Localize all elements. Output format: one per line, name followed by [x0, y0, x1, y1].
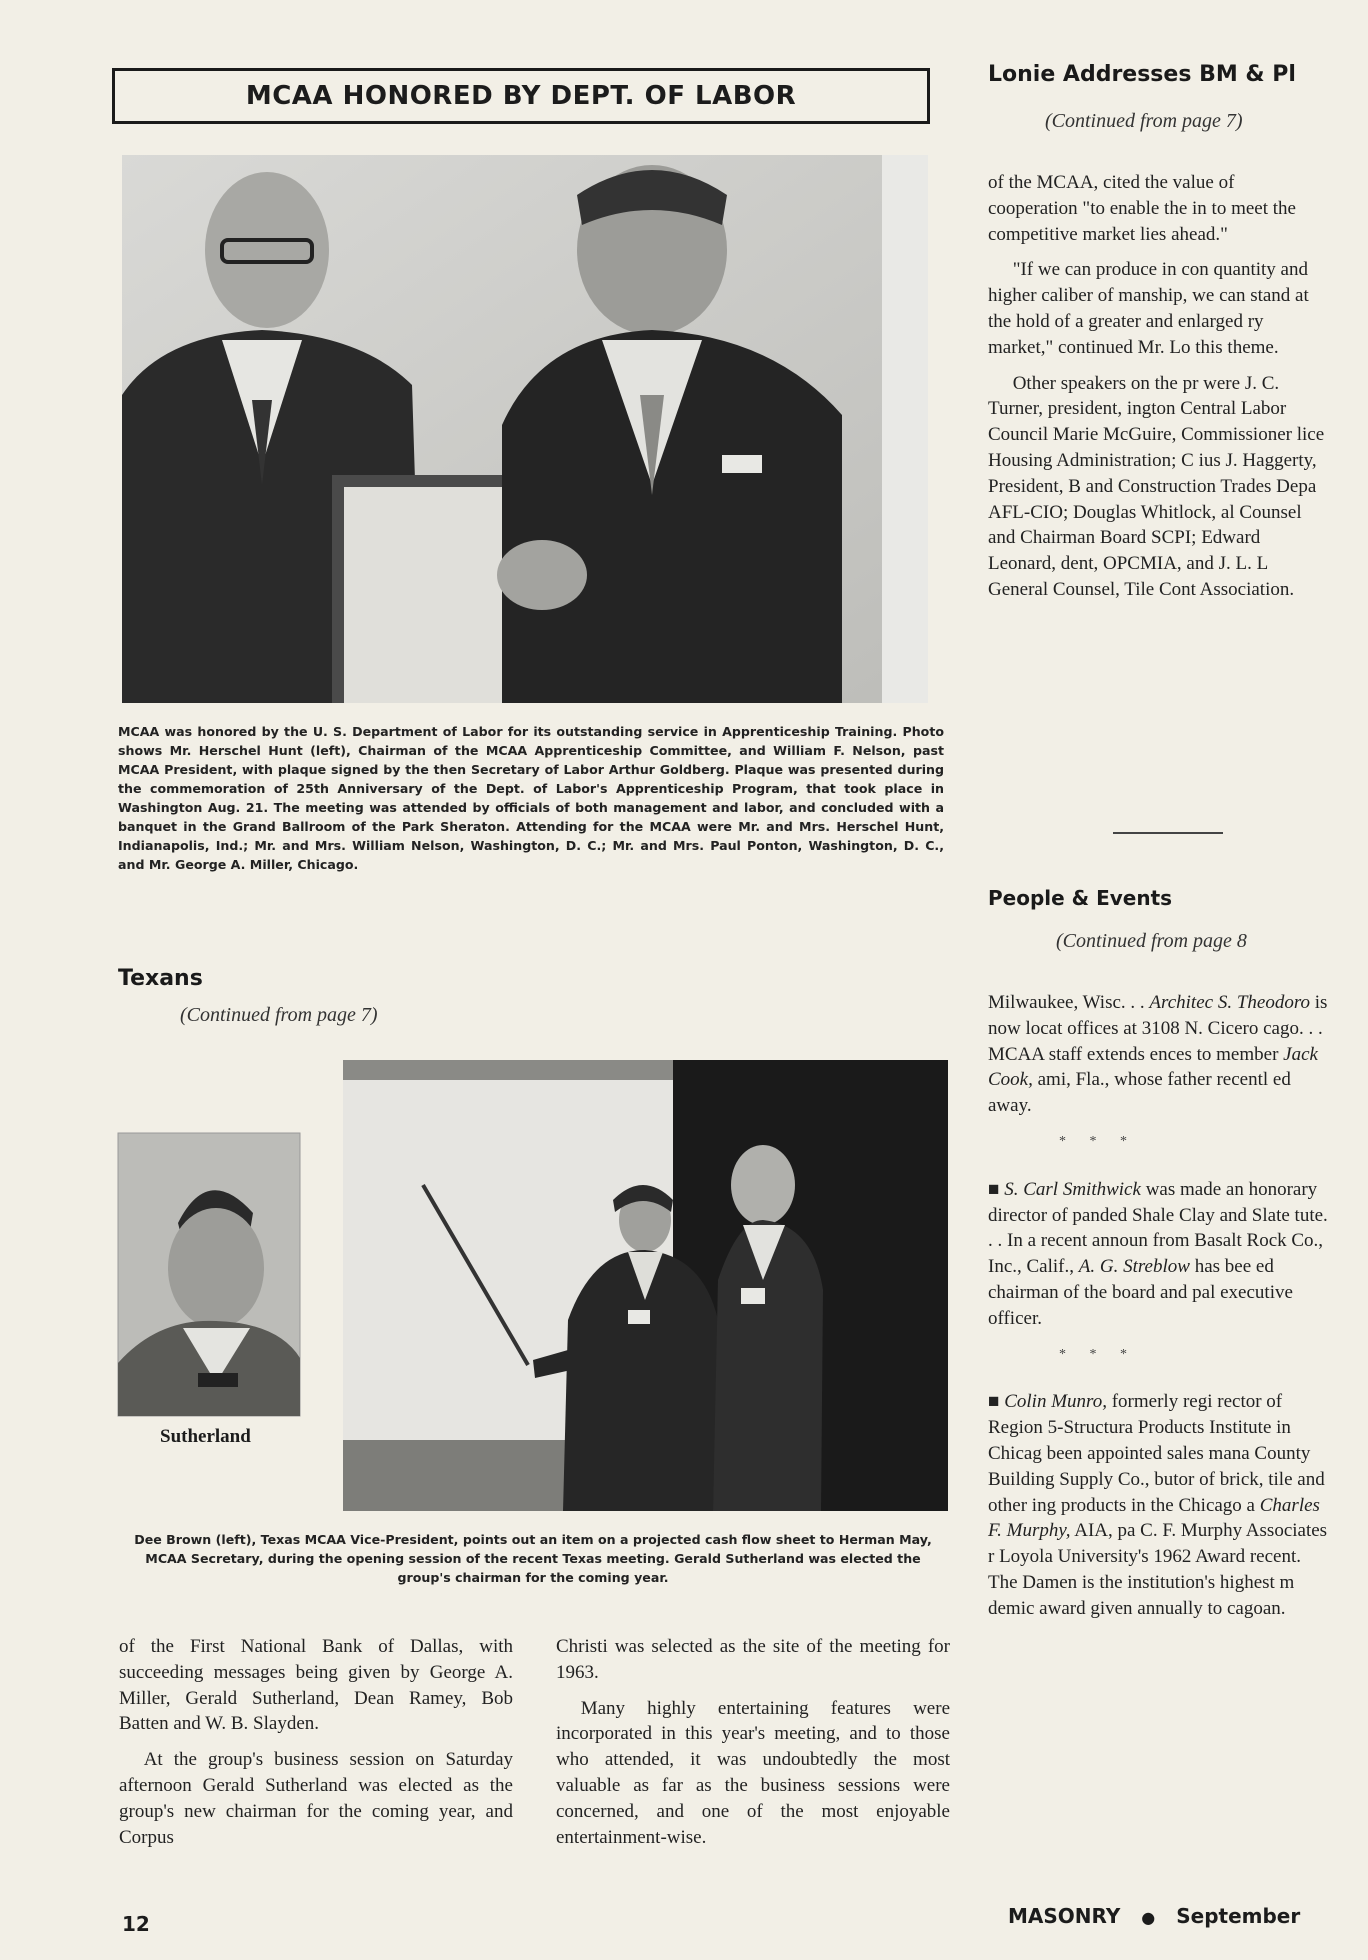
lonie-p2: "If we can produce in con quantity and higher caliber of manship, we can stand at the hold of a greater and enlarged ry market," continued Mr. Lo this theme.	[988, 259, 1309, 358]
sutherland-portrait	[118, 1133, 300, 1416]
presentation-caption: Dee Brown (left), Texas MCAA Vice-President, points out an item on a projected cash flow sheet to Herman May, MCAA Secretary, during the opening session of the recent Texas meeting. Gerald Sutherland was elected the group's chairman for the coming year.	[134, 1532, 932, 1585]
lonie-p1: of the MCAA, cited the value of cooperation "to enable the in to meet the competitive market lies ahead."	[988, 172, 1296, 245]
texans-col2-p2: Many highly entertaining features were incorporated in this year's meeting, and to those who attended, it was undoubtedly the most valuable as far as the business sessions were concerned, and one of the most enjoyable entertainment-wise.	[556, 1697, 950, 1848]
texans-column-2	[556, 1634, 950, 1860]
people-continued: (Continued from page 8	[1056, 930, 1247, 952]
people-p1: Milwaukee, Wisc. . . Architec S. Theodoro is now locat offices at 3108 N. Cicero cago. . . MCAA staff extends ences to member Jack Cook, ami, Fla., whose father recentl ed away.	[988, 992, 1328, 1117]
lonie-body	[988, 170, 1328, 613]
people-heading: People & Events	[988, 886, 1173, 910]
page-number: 12	[122, 1912, 150, 1936]
texans-col1-p2: At the group's business session on Saturday afternoon Gerald Sutherland was elected as the group's new chairman for the coming year, and Corpus	[119, 1749, 513, 1848]
stars-divider: * * *	[1059, 1133, 1137, 1149]
right-column	[988, 0, 1328, 1960]
award-photo	[122, 155, 928, 703]
award-caption: MCAA was honored by the U. S. Department of Labor for its outstanding service in Apprenticeship Training. Photo shows Mr. Herschel Hunt (left), Chairman of the MCAA Apprenticeship Committee, and William F. Nelson, past MCAA President, with plaque signed by the then Secretary of Labor Arthur Goldberg. Plaque was presented during the commemoration of 25th Anniversary of the Dept. of Labor's Apprenticeship Program, that took place in Washington Aug. 21. The meeting was attended by officials of both management and labor, and concluded with a banquet in the Grand Ballroom of the Park Sheraton. Attending for the MCAA were Mr. and Mrs. Herschel Hunt, Indianapolis, Ind.; Mr. and Mrs. William Nelson, Washington, D. C.; Mr. and Mrs. Paul Ponton, Washington, D. C., and Mr. George A. Miller, Chicago.	[118, 724, 944, 872]
texans-col2-p1: Christi was selected as the site of the meeting for 1963.	[556, 1636, 950, 1683]
lonie-continued: (Continued from page 7)	[1045, 110, 1243, 132]
texans-continued: (Continued from page 7)	[180, 1004, 378, 1026]
stars-divider: * * *	[1059, 1346, 1137, 1362]
people-p2: ■ S. Carl Smithwick was made an honorary director of panded Shale Clay and Slate tute. . . In a recent announ from Basalt Rock Co., Inc., Calif., A. G. Streblow has bee ed chairman of the board and pal executive officer.	[988, 1178, 1328, 1329]
people-p3: ■ Colin Munro, formerly regi rector of Region 5-Structura Products Institute in Chicag been appointed sales mana County Building Supply Co., butor of brick, tile and other ing products in the Chicago a Charles F. Murphy, AIA, pa C. F. Murphy Associates r Loyola University's 1962 Award recent. The Damen is the institution's highest m demic award given annually to cagoan.	[988, 1391, 1328, 1619]
lonie-heading: Lonie Addresses BM & Pl	[988, 62, 1296, 87]
headline: MCAA HONORED BY DEPT. OF LABOR	[112, 68, 930, 124]
texans-col1-p1: of the First National Bank of Dallas, with succeeding messages being given by George A. Miller, Gerald Sutherland, Dean Ramey, Bob Batten and W. B. Slayden.	[119, 1636, 513, 1735]
lonie-p3: Other speakers on the pr were J. C. Turner, president, ington Central Labor Council Marie McGuire, Commissioner lice Housing Administration; C ius J. Haggerty, President, B and Construction Trades Depa AFL-CIO; Douglas Whitlock, al Counsel and Chairman Board SCPI; Edward Leonard, dent, OPCMIA, and J. L. L General Counsel, Tile Cont Association.	[988, 372, 1325, 600]
presentation-photo	[343, 1060, 948, 1511]
texans-column-1	[119, 1634, 513, 1860]
footer-masthead	[1008, 1904, 1300, 1928]
footer-bullet: ●	[1141, 1908, 1156, 1927]
portrait-label: Sutherland	[160, 1426, 251, 1447]
issue-month: September	[1176, 1904, 1301, 1928]
people-body	[988, 990, 1328, 1632]
section-divider	[1113, 832, 1223, 834]
magazine-name: MASONRY	[1008, 1904, 1121, 1928]
texans-heading: Texans	[118, 966, 203, 991]
